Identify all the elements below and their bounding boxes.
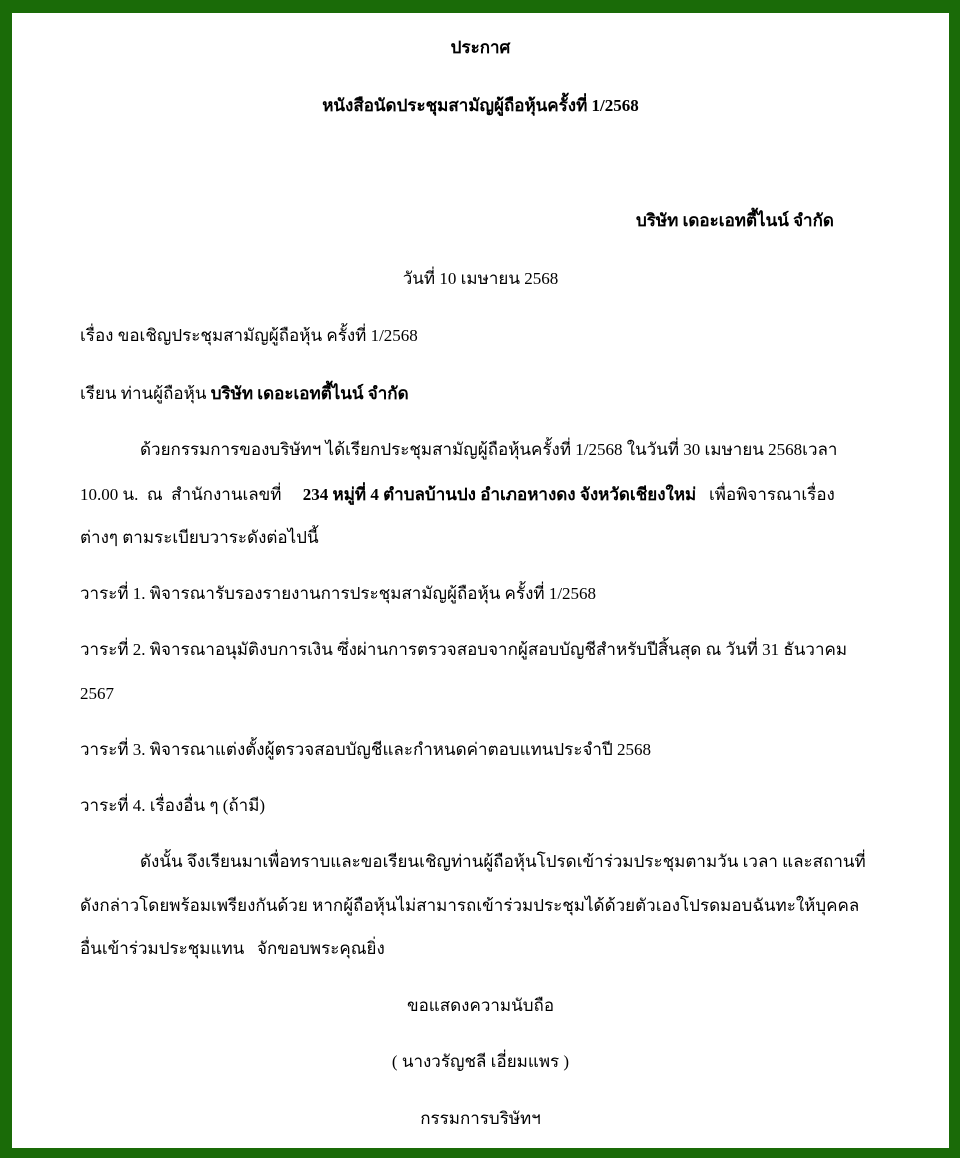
document-title: หนังสือนัดประชุมสามัญผู้ถือหุ้นครั้งที่ 1/2568	[322, 96, 639, 115]
intro-text: 10.00 น. ณ สำนักงานเลขที่	[80, 485, 303, 504]
agenda-item-2: วาระที่ 2. พิจารณาอนุมัติงบการเงิน ซึ่งผ่านการตรวจสอบจากผู้สอบบัญชีสำหรับปีสิ้นสุด ณ วันที่ 31 ธันวาคม	[80, 640, 848, 659]
signer-title: กรรมการบริษัทฯ	[420, 1109, 541, 1128]
intro-line-3: ต่างๆ ตามระเบียบวาระดังต่อไปนี้	[80, 528, 319, 547]
meeting-address: 234 หมู่ที่ 4 ตำบลบ้านปง อำเภอหางดง จังหวัดเชียงใหม่	[302, 485, 697, 504]
heading: ประกาศ	[450, 38, 511, 57]
addressee-company: บริษัท เดอะเอทตี้ไนน์ จำกัด	[210, 384, 409, 403]
company-name: บริษัท เดอะเอทตี้ไนน์ จำกัด	[636, 211, 834, 230]
closing-line-3: อื่นเข้าร่วมประชุมแทน จักขอบพระคุณยิ่ง	[80, 939, 385, 958]
signer-name: ( นางวรัญชลี เอี่ยมแพร )	[391, 1052, 570, 1071]
regards: ขอแสดงความนับถือ	[406, 996, 555, 1015]
closing-line-1: ดังนั้น จึงเรียนมาเพื่อทราบและขอเรียนเชิญท่านผู้ถือหุ้นโปรดเข้าร่วมประชุมตามวัน เวลา และสถานที่	[140, 852, 866, 871]
closing-line-2: ดังกล่าวโดยพร้อมเพรียงกันด้วย หากผู้ถือหุ้นไม่สามารถเข้าร่วมประชุมได้ด้วยตัวเองโปรดมอบฉันทะให้บุคคล	[80, 896, 860, 915]
document-page	[12, 13, 949, 1148]
addressee	[80, 383, 409, 405]
intro-line-2	[80, 484, 835, 506]
intro-text: เพื่อพิจารณาเรื่อง	[696, 485, 835, 504]
date: วันที่ 10 เมษายน 2568	[402, 269, 559, 288]
intro-line-1: ด้วยกรรมการของบริษัทฯ ได้เรียกประชุมสามัญผู้ถือหุ้นครั้งที่ 1/2568 ในวันที่ 30 เมษายน 2568เวลา	[140, 440, 838, 459]
subject: เรื่อง ขอเชิญประชุมสามัญผู้ถือหุ้น ครั้งที่ 1/2568	[80, 326, 418, 345]
agenda-item-4: วาระที่ 4. เรื่องอื่น ๆ (ถ้ามี)	[80, 796, 266, 815]
agenda-item-3: วาระที่ 3. พิจารณาแต่งตั้งผู้ตรวจสอบบัญชีและกำหนดค่าตอบแทนประจำปี 2568	[80, 740, 651, 759]
agenda-item-2-cont: 2567	[80, 684, 114, 703]
agenda-item-1: วาระที่ 1. พิจารณารับรองรายงานการประชุมสามัญผู้ถือหุ้น ครั้งที่ 1/2568	[80, 584, 597, 603]
addressee-prefix: เรียน ท่านผู้ถือหุ้น	[80, 384, 207, 403]
